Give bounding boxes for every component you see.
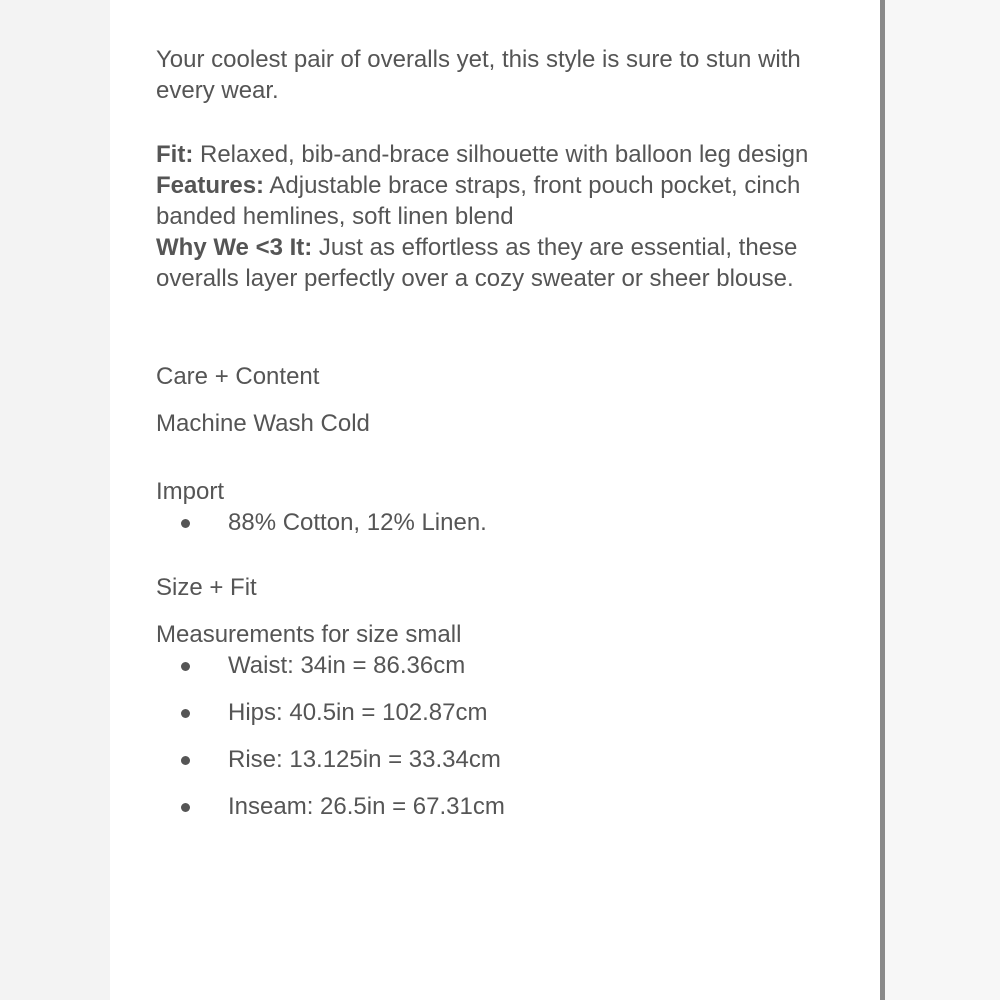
feature-text: Adjustable brace straps, front pouch pocket, cinch banded hemlines, soft linen blend [156, 172, 801, 230]
measurements-subtitle: Measurements for size small [156, 621, 462, 648]
intro-text: Your coolest pair of overalls yet, this style is sure to stun with every wear. [156, 46, 801, 104]
care-section-title: Care + Content [156, 363, 320, 390]
feature-fit [156, 139, 856, 170]
measurement-text: Inseam: 26.5in = 67.31cm [228, 793, 505, 820]
origin-text: Import [156, 478, 225, 505]
material-text: 88% Cotton, 12% Linen. [228, 509, 487, 536]
list-item [156, 650, 856, 697]
right-gutter [885, 0, 1000, 1000]
product-description [156, 44, 856, 838]
feature-text: Just as effortless as they are essential, these overalls layer perfectly over a cozy sweater or sheer blouse. [156, 234, 798, 292]
bullet-icon [181, 709, 190, 718]
feature-label: Features: [156, 172, 265, 199]
material-list [156, 507, 856, 554]
feature-features [156, 170, 856, 232]
feature-why-we-love-it [156, 232, 856, 294]
measurement-list [156, 650, 856, 838]
list-item [156, 697, 856, 744]
list-item [156, 791, 856, 838]
bullet-icon [181, 803, 190, 812]
list-item [156, 744, 856, 791]
bullet-icon [181, 662, 190, 671]
bullet-icon [181, 519, 190, 528]
list-item [156, 507, 856, 554]
feature-label: Why We <3 It: [156, 234, 313, 261]
wash-instructions: Machine Wash Cold [156, 410, 370, 437]
measurement-text: Rise: 13.125in = 33.34cm [228, 746, 501, 773]
feature-label: Fit: [156, 141, 194, 168]
size-section-title: Size + Fit [156, 574, 257, 601]
feature-text: Relaxed, bib-and-brace silhouette with balloon leg design [193, 141, 809, 168]
measurement-text: Waist: 34in = 86.36cm [228, 652, 466, 679]
bullet-icon [181, 756, 190, 765]
measurement-text: Hips: 40.5in = 102.87cm [228, 699, 488, 726]
